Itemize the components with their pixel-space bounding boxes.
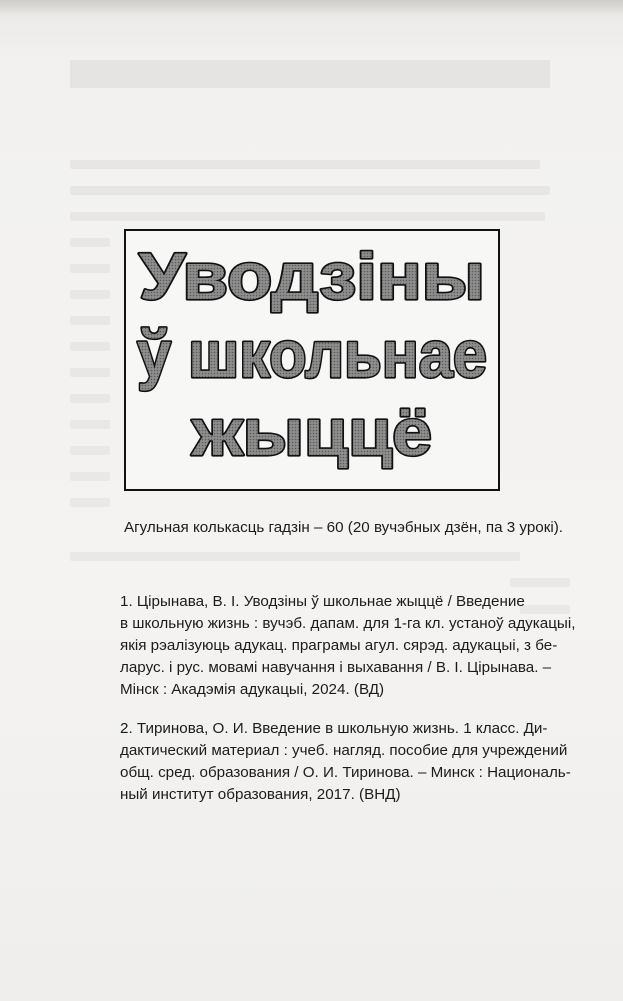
bleed-through-line [70,290,110,299]
bleed-through-line [70,446,110,455]
reference-line: ный институт образования, 2017. (ВНД) [120,786,401,803]
bleed-through-line [70,342,110,351]
reference-line: в школьную жизнь : вучэб. дапам. для 1-га кл. устаноў адукацыі, [120,615,576,632]
bleed-through-line [70,160,540,169]
bleed-through-line [510,578,570,587]
reference-line: 1. Цірынава, В. І. Уводзіны ў школьнае жыццё / Введение [120,593,525,610]
bleed-through-line [70,238,110,247]
title-box [124,229,500,491]
bleed-through-heading [70,60,550,88]
bleed-through-line [70,212,545,221]
reference-line: общ. сред. образования / О. И. Тиринова. – Минск : Националь- [120,764,571,781]
bleed-through-line [70,316,110,325]
total-hours-note: Агульная колькасць гадзін – 60 (20 вучэбных дзён, па 3 урокі). [124,519,564,536]
bleed-through-line [70,498,110,507]
title-graphic [126,231,498,489]
title-line-2: ў школьнае [137,317,487,391]
reference-line: ларус. і рус. мовамі навучання і выхавання / В. І. Цірынава. – [120,659,552,676]
reference-2 [120,718,598,806]
bleed-through-line [70,394,110,403]
bleed-through-line [70,264,110,273]
reference-1 [120,591,598,701]
bleed-through-line [70,186,550,195]
bleed-through-line [70,552,520,561]
bleed-through-line [70,472,110,481]
title-line-3: жыццё [190,395,432,469]
bleed-through-line [70,420,110,429]
reference-line: Мінск : Акадэмія адукацыі, 2024. (ВД) [120,681,385,698]
reference-line: 2. Тиринова, О. И. Введение в школьную жизнь. 1 класс. Ди- [120,720,548,737]
title-line-1: Уводзіны [139,239,486,313]
page-top-shadow [0,0,623,16]
bleed-through-line [70,368,110,377]
reference-line: якія рэалізуюць адукац. праграмы агул. сярэд. адукацыі, з бе- [120,637,558,654]
reference-line: дактический материал : учеб. нагляд. пособие для учреждений [120,742,568,759]
